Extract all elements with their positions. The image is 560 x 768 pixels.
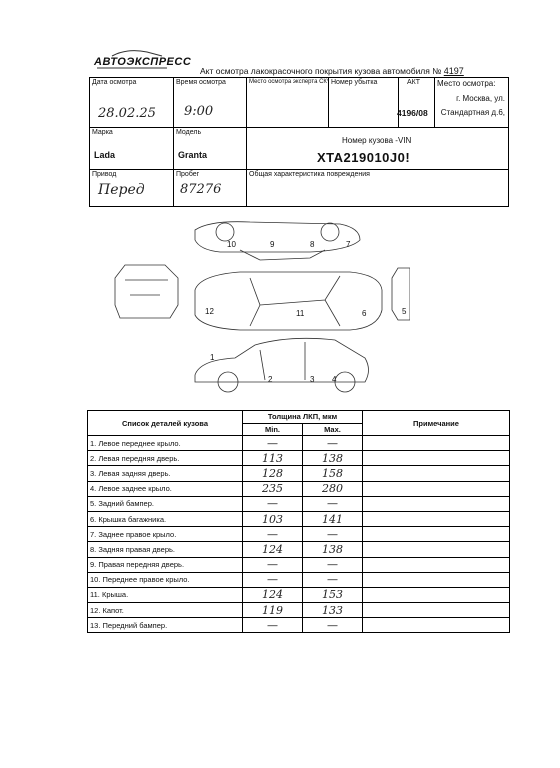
- cell-min: 124: [243, 542, 303, 557]
- col-thickness: Толщина ЛКП, мкм: [243, 411, 363, 424]
- cell-note: [363, 542, 510, 557]
- diagram-label: 8: [310, 240, 315, 249]
- cell-max: —: [303, 436, 363, 451]
- cell-max: 153: [303, 587, 363, 602]
- col-parts: Список деталей кузова: [88, 411, 243, 436]
- cell-note: [363, 527, 510, 542]
- brand-cell: Марка Lada: [90, 128, 174, 170]
- cell-note: [363, 618, 510, 633]
- cell-max: —: [303, 572, 363, 587]
- cell-name: 5. Задний бампер.: [88, 496, 243, 511]
- parts-table: [87, 410, 510, 633]
- col-max: Max.: [303, 423, 363, 436]
- table-row: [88, 587, 510, 602]
- cell-max: 133: [303, 603, 363, 618]
- diagram-label: 3: [310, 375, 315, 384]
- car-right-side: [195, 222, 360, 252]
- car-diagram: [110, 210, 410, 405]
- cell-max: 138: [303, 451, 363, 466]
- cell-name: 12. Капот.: [88, 603, 243, 618]
- cell-note: [363, 557, 510, 572]
- car-left-side: [195, 338, 369, 382]
- table-row: [88, 572, 510, 587]
- cell-min: —: [243, 618, 303, 633]
- cell-note: [363, 436, 510, 451]
- table-row: [88, 527, 510, 542]
- cell-name: 11. Крыша.: [88, 587, 243, 602]
- brand-value: Lada: [94, 150, 116, 160]
- wheel-icon: [216, 223, 234, 241]
- cell-min: —: [243, 496, 303, 511]
- cell-max: 158: [303, 466, 363, 481]
- cell-max: —: [303, 557, 363, 572]
- table-row: [88, 481, 510, 496]
- car-rear-view: [392, 268, 410, 320]
- cell-min: 128: [243, 466, 303, 481]
- cell-note: [363, 603, 510, 618]
- cell-name: 2. Левая передняя дверь.: [88, 451, 243, 466]
- act-title: Акт осмотра лакокрасочного покрытия кузова автомобиля № 4197: [200, 66, 464, 76]
- cell-note: [363, 511, 510, 526]
- cell-max: 138: [303, 542, 363, 557]
- header-grid: [89, 77, 509, 207]
- cell-min: 235: [243, 481, 303, 496]
- place-cell: Место осмотра эксперта СК*: [247, 78, 329, 128]
- car-front-view: [115, 265, 178, 318]
- time-value: 9:00: [184, 104, 214, 119]
- diagram-label: 6: [362, 309, 367, 318]
- act-number: 4197: [443, 66, 464, 76]
- cell-note: [363, 587, 510, 602]
- table-row: [88, 436, 510, 451]
- table-row: [88, 451, 510, 466]
- cell-min: 124: [243, 587, 303, 602]
- cell-max: —: [303, 618, 363, 633]
- cell-min: —: [243, 557, 303, 572]
- col-min: Min.: [243, 423, 303, 436]
- cell-note: [363, 466, 510, 481]
- cell-note: [363, 451, 510, 466]
- loss-cell: Номер убытка: [329, 78, 399, 128]
- logo-text: АВТОЭКСПРЕСС: [94, 56, 192, 68]
- table-row: [88, 542, 510, 557]
- model-value: Granta: [178, 150, 208, 160]
- diagram-label: 5: [402, 307, 407, 316]
- cell-min: —: [243, 527, 303, 542]
- cell-max: 141: [303, 511, 363, 526]
- cell-note: [363, 496, 510, 511]
- diagram-label: 10: [227, 240, 236, 249]
- diagram-label: 1: [210, 353, 215, 362]
- model-cell: Модель Granta: [174, 128, 247, 170]
- cell-min: —: [243, 436, 303, 451]
- cell-name: 4. Левое заднее крыло.: [88, 481, 243, 496]
- drive-cell: Привод Перед: [90, 170, 174, 206]
- diagram-label: 12: [205, 307, 214, 316]
- mileage-value: 87276: [180, 182, 222, 197]
- location-value: г. Москва, ул. Стандартная д.6,: [440, 94, 505, 117]
- cell-name: 3. Левая задняя дверь.: [88, 466, 243, 481]
- damage-cell: Общая характеристика повреждения: [249, 171, 370, 178]
- date-cell: Дата осмотра 28.02.25: [90, 78, 174, 128]
- drive-value: Перед: [98, 182, 145, 198]
- diagram-label: 7: [346, 240, 351, 249]
- cell-name: 9. Правая передняя дверь.: [88, 557, 243, 572]
- diagram-label: 4: [332, 375, 337, 384]
- cell-min: —: [243, 572, 303, 587]
- cell-max: 280: [303, 481, 363, 496]
- time-cell: Время осмотра 9:00: [174, 78, 247, 128]
- wheel-icon: [321, 223, 339, 241]
- cell-max: —: [303, 527, 363, 542]
- date-value: 28.02.25: [98, 106, 156, 121]
- diagram-label: 2: [268, 375, 273, 384]
- cell-name: 1. Левое переднее крыло.: [88, 436, 243, 451]
- vin-cell: Номер кузова -VIN XTA219010J0!: [247, 128, 508, 170]
- vin-value: XTA219010J0!: [317, 150, 411, 165]
- table-row: [88, 618, 510, 633]
- car-top-view: [195, 272, 382, 330]
- cell-name: 10. Переднее правое крыло.: [88, 572, 243, 587]
- cell-name: 13. Передний бампер.: [88, 618, 243, 633]
- table-row: [88, 557, 510, 572]
- cell-note: [363, 572, 510, 587]
- table-row: [88, 466, 510, 481]
- mileage-cell: Пробег 87276: [174, 170, 247, 206]
- act-value: 4196/08: [397, 108, 428, 118]
- table-row: [88, 511, 510, 526]
- location-cell: Место осмотра: г. Москва, ул. Стандартная д.6,: [435, 78, 508, 128]
- cell-name: 8. Задняя правая дверь.: [88, 542, 243, 557]
- cell-min: 113: [243, 451, 303, 466]
- cell-name: 6. Крышка багажника.: [88, 511, 243, 526]
- diagram-label: 11: [296, 309, 305, 318]
- act-cell: АКТ 4196/08: [399, 78, 435, 128]
- col-note: Примечание: [363, 411, 510, 436]
- cell-min: 103: [243, 511, 303, 526]
- diagram-label: 9: [270, 240, 275, 249]
- table-row: [88, 496, 510, 511]
- cell-min: 119: [243, 603, 303, 618]
- table-row: [88, 603, 510, 618]
- cell-name: 7. Заднее правое крыло.: [88, 527, 243, 542]
- cell-max: —: [303, 496, 363, 511]
- cell-note: [363, 481, 510, 496]
